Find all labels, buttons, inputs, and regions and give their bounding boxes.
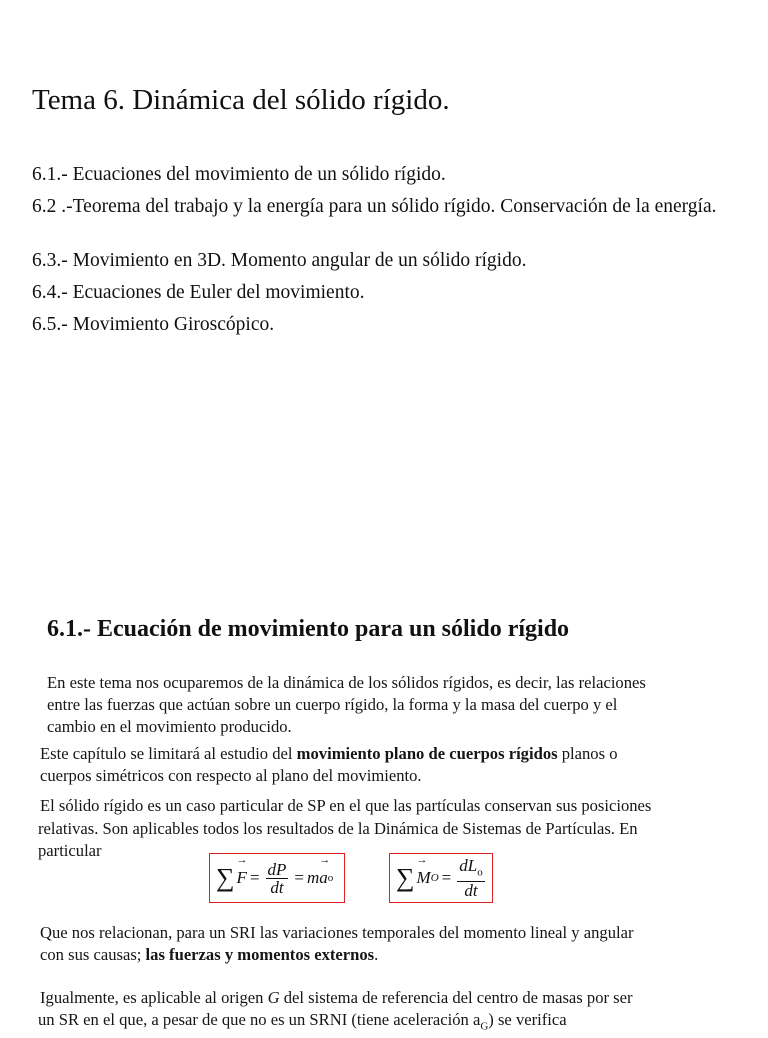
numerator bbox=[457, 857, 484, 882]
paragraph-line: cambio en el movimiento producido. bbox=[47, 717, 292, 736]
paragraph-line bbox=[40, 743, 618, 766]
vector-a: → a bbox=[319, 868, 328, 888]
toc-item-6-3: 6.3.- Movimiento en 3D. Momento angular de un sólido rígido. bbox=[32, 250, 527, 271]
toc-item-6-5: 6.5.- Movimiento Giroscópico. bbox=[32, 314, 275, 335]
section-heading: 6.1.- Ecuación de movimiento para un sólido rígido bbox=[47, 616, 570, 642]
paragraph-line: cuerpos simétricos con respecto al plano del movimiento. bbox=[40, 766, 422, 785]
equals-sign: = bbox=[441, 868, 452, 887]
bold-text: movimiento plano de cuerpos rígidos bbox=[296, 744, 558, 763]
paragraph-line: relativas. Son aplicables todos los resultados de la Dinámica de Sistemas de Partículas. En bbox=[38, 819, 638, 838]
page-title: Tema 6. Dinámica del sólido rígido. bbox=[32, 84, 450, 116]
numerator-text: dL bbox=[459, 855, 478, 875]
toc-item-6-1: 6.1.- Ecuaciones del movimiento de un sólido rígido. bbox=[32, 164, 446, 185]
numerator: dP bbox=[267, 859, 287, 879]
denominator: dt bbox=[270, 877, 284, 897]
toc-item-6-4: 6.4.- Ecuaciones de Euler del movimiento. bbox=[32, 282, 365, 303]
text-run: . bbox=[374, 945, 379, 964]
text-run: ) se verifica bbox=[488, 1010, 567, 1029]
toc-item-6-2: 6.2 .-Teorema del trabajo y la energía para un sólido rígido. Conservación de la energía. bbox=[32, 196, 717, 217]
fraction-dL-dt bbox=[457, 857, 484, 899]
paragraph-line: En este tema nos ocuparemos de la dinámica de los sólidos rígidos, es decir, las relaciones bbox=[47, 673, 646, 692]
paragraph-line: particular bbox=[38, 841, 102, 860]
sum-symbol: ∑ bbox=[216, 863, 235, 892]
equals-sign: = bbox=[249, 868, 260, 887]
paragraph-line bbox=[38, 1009, 567, 1038]
fraction-dP-dt bbox=[266, 861, 289, 896]
paragraph-line bbox=[40, 944, 378, 967]
subscript: G bbox=[480, 1020, 489, 1033]
text-run: planos o bbox=[557, 744, 618, 763]
text-run: Este capítulo se limitará al estudio del bbox=[40, 744, 297, 763]
vector-F: → F bbox=[237, 868, 247, 888]
paragraph-line bbox=[40, 987, 633, 1010]
denominator: dt bbox=[464, 881, 478, 901]
text-run: del sistema de referencia del centro de masas por ser bbox=[279, 988, 633, 1007]
paragraph-line: El sólido rígido es un caso particular de SP en el que las partículas conservan sus posiciones bbox=[40, 796, 652, 815]
subscript: O bbox=[430, 872, 439, 884]
bold-text: las fuerzas y momentos externos bbox=[145, 945, 375, 964]
sum-symbol: ∑ bbox=[396, 863, 415, 892]
subscript: o bbox=[477, 866, 483, 879]
equals-sign: = bbox=[294, 868, 305, 887]
mass-symbol: m bbox=[307, 868, 320, 887]
equation-moment bbox=[389, 853, 493, 903]
text-run: con sus causas; bbox=[40, 945, 146, 964]
equation-force bbox=[209, 853, 345, 903]
text-run: Igualmente, es aplicable al origen bbox=[40, 988, 268, 1007]
subscript: o bbox=[327, 872, 334, 884]
paragraph-line: Que nos relacionan, para un SRI las variaciones temporales del momento lineal y angular bbox=[40, 923, 634, 942]
text-run: un SR en el que, a pesar de que no es un SRNI (tiene aceleración a bbox=[38, 1010, 481, 1029]
italic-G: G bbox=[267, 988, 280, 1007]
paragraph-line: entre las fuerzas que actúan sobre un cuerpo rígido, la forma y la masa del cuerpo y el bbox=[47, 695, 618, 714]
vector-M: → M bbox=[417, 868, 431, 888]
